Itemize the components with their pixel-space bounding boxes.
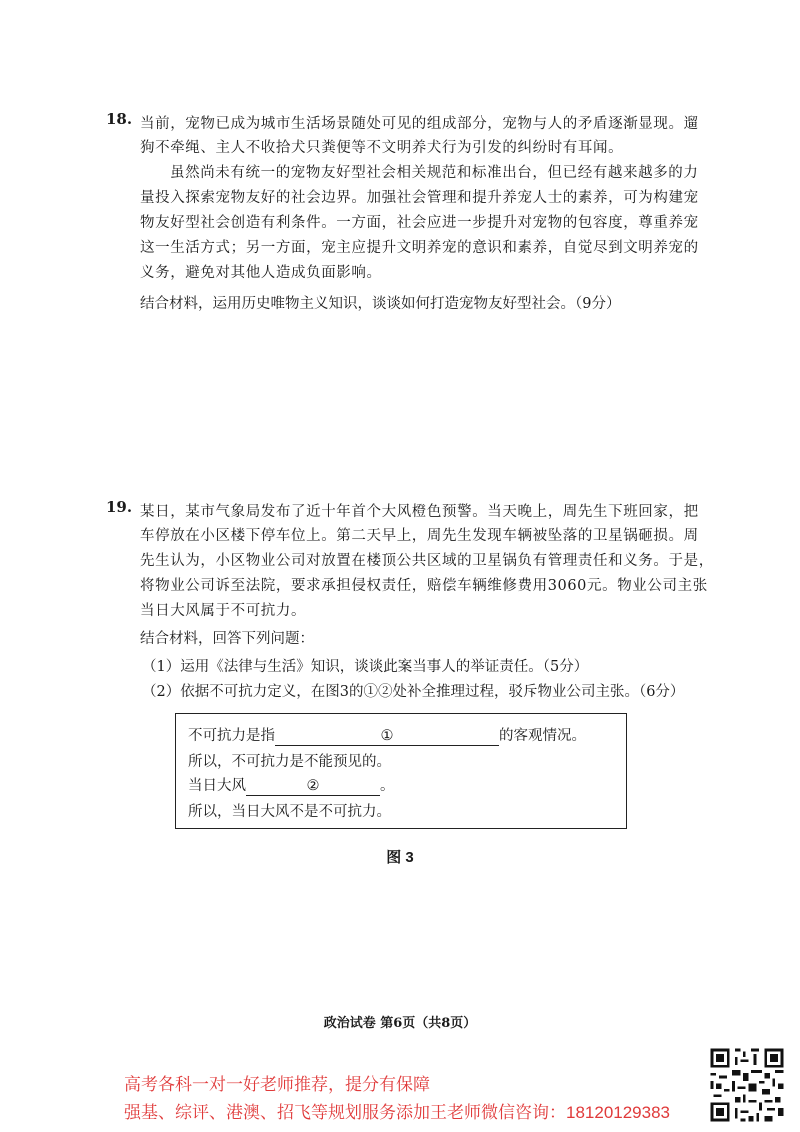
figure-caption: 图 3 (386, 849, 414, 866)
box-row3-prefix: 当日大风 (188, 778, 246, 794)
qr-code-icon (708, 1046, 786, 1124)
q19-material-line: 将物业公司诉至法院，要求承担侵权责任，赔偿车辆维修费用3060元。物业公司主张 (140, 578, 708, 594)
q19-task: 结合材料，回答下列问题： (140, 631, 314, 647)
q18-material-line: 这一生活方式；另一方面，宠主应提升文明养宠的意识和素养，自觉尽到文明养宠的 (140, 240, 699, 256)
q19-subquestion-1: （1）运用《法律与生活》知识，谈谈此案当事人的举证责任。（5分） (142, 659, 589, 675)
box-row1-prefix: 不可抗力是指 (188, 728, 275, 744)
blank-1[interactable] (275, 728, 499, 746)
box-row-wind (188, 774, 395, 796)
reasoning-box (175, 713, 627, 829)
promo-line-1: 高考各科一对一好老师推荐，提分有保障 (124, 1075, 430, 1094)
q19-material-line: 先生认为，小区物业公司对放置在楼顶公共区域的卫星锅负有管理责任和义务。于是， (140, 553, 714, 569)
q18-material-line: 狗不牵绳、主人不收拾犬只粪便等不文明养犬行为引发的纠纷时有耳闻。 (140, 140, 624, 156)
blank-1-marker: ① (380, 728, 394, 744)
box-row-conclusion-1: 所以，不可抗力是不能预见的。 (188, 754, 391, 770)
q18-material-line: 物友好型社会创造有利条件。一方面，社会应进一步提升对宠物的包容度，尊重养宠 (140, 215, 699, 231)
box-row1-suffix: 的客观情况。 (499, 728, 586, 744)
q18-task: 结合材料，运用历史唯物主义知识，谈谈如何打造宠物友好型社会。（9分） (140, 296, 621, 312)
blank-2-marker: ② (306, 778, 320, 794)
page-footer: 政治试卷 第6页（共8页） (323, 1016, 477, 1031)
q18-material-line: 当前，宠物已成为城市生活场景随处可见的组成部分，宠物与人的矛盾逐渐显现。遛 (140, 116, 699, 132)
q19-material-line: 当日大风属于不可抗力。 (140, 603, 307, 619)
blank-2[interactable] (246, 778, 380, 796)
box-row-conclusion-2: 所以，当日大风不是不可抗力。 (188, 804, 391, 820)
q18-material-line: 义务，避免对其他人造成负面影响。 (140, 265, 382, 281)
box-row-definition (188, 724, 586, 746)
q19-material-line: 车停放在小区楼下停车位上。第二天早上，周先生发现车辆被坠落的卫星锅砸损。周 (140, 528, 699, 544)
box-row3-suffix: 。 (380, 778, 395, 794)
q18-material-line: 虽然尚未有统一的宠物友好型社会相关规范和标准出台，但已经有越来越多的力 (170, 165, 699, 181)
q19-material-line: 某日，某市气象局发布了近十年首个大风橙色预警。当天晚上，周先生下班回家，把 (140, 504, 699, 520)
promo-line-2: 强基、综评、港澳、招飞等规划服务添加王老师微信咨询：18120129383 (124, 1103, 670, 1122)
q19-subquestion-2: （2）依据不可抗力定义，在图3的①②处补全推理过程，驳斥物业公司主张。（6分） (142, 684, 685, 700)
question-19-number: 19. (106, 498, 133, 516)
q18-material-line: 量投入探索宠物友好的社会边界。加强社会管理和提升养宠人士的素养，可为构建宠 (140, 190, 699, 206)
question-18-number: 18. (106, 110, 133, 128)
